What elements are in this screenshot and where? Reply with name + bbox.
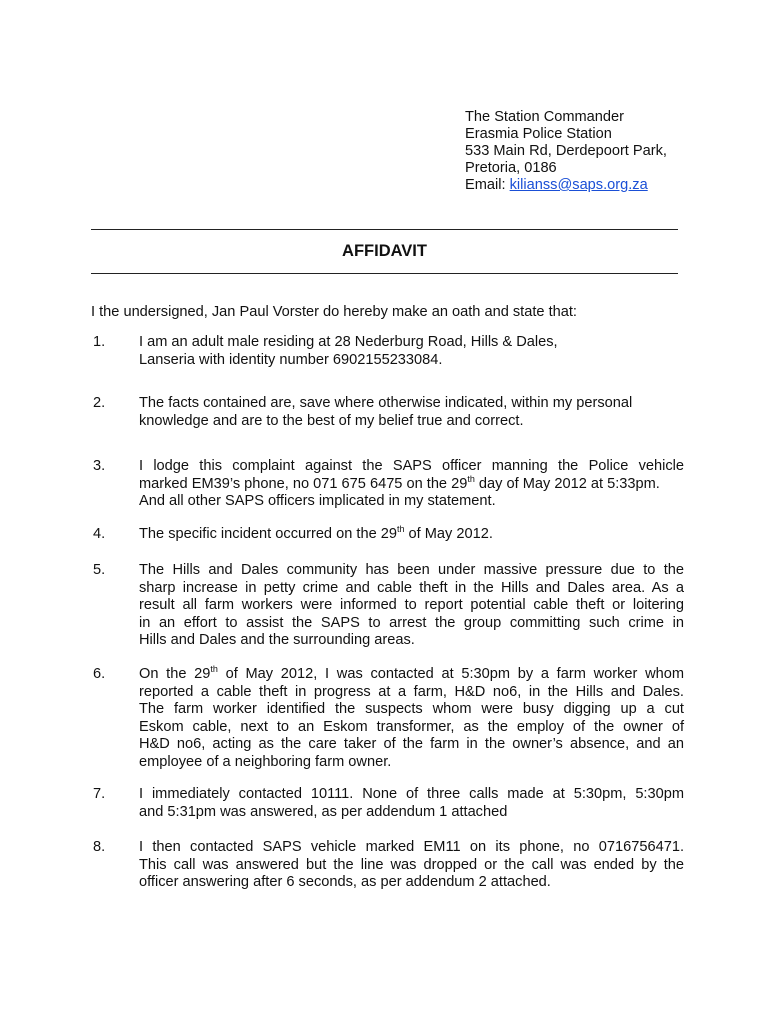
- item-number: 8.: [93, 839, 106, 855]
- item-text: [139, 562, 684, 650]
- text-line: officer answering after 6 seconds, as per addendum 2 attached.: [139, 874, 551, 891]
- item-text: [139, 666, 684, 772]
- item-number: 3.: [93, 458, 106, 474]
- address-line: Pretoria, 0186: [465, 160, 557, 176]
- email-line: [465, 177, 667, 194]
- text-line: in an effort to assist the SAPS to arrest the group committing such crime in: [139, 614, 684, 631]
- text-line: I lodge this complaint against the SAPS officer manning the Police vehicle: [139, 458, 684, 474]
- address-line: 533 Main Rd, Derdepoort Park,: [465, 143, 667, 159]
- item-number: 4.: [93, 526, 106, 542]
- text-line: [139, 473, 684, 494]
- text-line: The facts contained are, save where otherwise indicated, within my personal: [139, 395, 633, 411]
- address-line: The Station Commander: [465, 109, 624, 125]
- text-fragment: day of May 2012 at 5:33pm.: [474, 475, 660, 492]
- item-number: 7.: [93, 786, 106, 802]
- text-line: Lanseria with identity number 6902155233084.: [139, 351, 443, 368]
- text-line: and 5:31pm was answered, as per addendum 1 attached: [139, 803, 508, 820]
- text-line: [139, 526, 684, 544]
- text-line: sharp increase in petty crime and cable theft in the Hills and Dales area. As a: [139, 579, 684, 596]
- text-line: I then contacted SAPS vehicle marked EM11 on its phone, no 0716756471.: [139, 839, 684, 855]
- text-line: [139, 666, 684, 684]
- text-line: I immediately contacted 10111. None of three calls made at 5:30pm, 5:30pm: [139, 786, 684, 802]
- item-number: 6.: [93, 666, 106, 682]
- text-fragment: of May 2012, I was contacted at 5:30pm by a farm worker whom: [217, 666, 684, 682]
- text-fragment: marked EM39’s phone, no 071 675 6475 on the 29: [139, 475, 468, 492]
- text-line: employee of a neighboring farm owner.: [139, 753, 392, 770]
- text-line: result all farm workers were informed to report potential cable theft or loitering: [139, 597, 684, 614]
- item-text: [139, 526, 684, 544]
- text-line: This call was answered but the line was dropped or the call was ended by the: [139, 856, 684, 873]
- item-text: [139, 334, 684, 369]
- ordinal-suffix: th: [396, 524, 405, 535]
- text-line: And all other SAPS officers implicated in my statement.: [139, 493, 496, 510]
- text-line: Hills and Dales and the surrounding areas.: [139, 632, 415, 649]
- text-line: Eskom cable, next to an Eskom transformer, as the employ of the owner of: [139, 718, 684, 735]
- item-number: 5.: [93, 562, 106, 578]
- text-line: The Hills and Dales community has been under massive pressure due to the: [139, 562, 684, 578]
- text-line: reported a cable theft in progress at a farm, H&D no6, in the Hills and Dales.: [139, 683, 684, 700]
- ordinal-suffix: th: [467, 473, 475, 484]
- intro-statement: I the undersigned, Jan Paul Vorster do hereby make an oath and state that:: [91, 304, 577, 320]
- item-number: 1.: [93, 334, 106, 350]
- top-divider: [91, 229, 678, 230]
- item-number: 2.: [93, 395, 106, 411]
- address-line: Erasmia Police Station: [465, 126, 612, 142]
- recipient-address: [465, 109, 667, 194]
- item-text: [139, 839, 684, 892]
- email-label: Email:: [465, 177, 510, 193]
- text-line: H&D no6, acting as the care taker of the farm in the owner’s absence, and an: [139, 736, 684, 753]
- ordinal-suffix: th: [210, 664, 218, 675]
- text-fragment: On the 29: [139, 666, 211, 682]
- document-title: AFFIDAVIT: [342, 242, 427, 260]
- text-line: knowledge and are to the best of my belief true and correct.: [139, 412, 524, 429]
- text-line: The farm worker identified the suspects whom were busy digging up a cut: [139, 701, 684, 718]
- item-text: [139, 458, 684, 511]
- item-text: [139, 395, 684, 430]
- text-fragment: The specific incident occurred on the 29: [139, 526, 397, 542]
- item-text: [139, 786, 684, 821]
- text-line: I am an adult male residing at 28 Nederburg Road, Hills & Dales,: [139, 334, 558, 350]
- bottom-divider: [91, 273, 678, 274]
- text-fragment: of May 2012.: [404, 526, 493, 542]
- email-link[interactable]: kilianss@saps.org.za: [509, 177, 648, 193]
